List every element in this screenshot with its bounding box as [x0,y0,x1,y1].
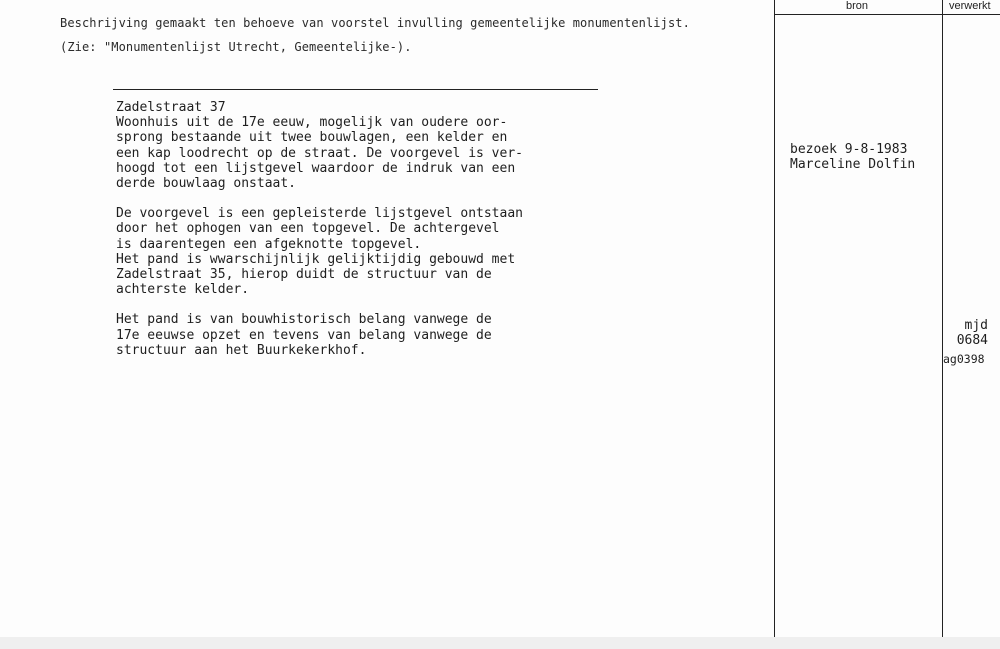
text-line: door het ophogen van een topgevel. De achtergevel [116,221,500,237]
paragraph-2 [116,206,576,297]
text-line: achterste kelder. [116,282,250,298]
building-description [116,100,576,373]
text-line: De voorgevel is een gepleisterde lijstgevel ontstaan [116,206,523,222]
paragraph-3 [116,312,576,358]
column-header-bron: bron [846,0,869,12]
text-line: Woonhuis uit de 17e eeuw, mogelijk van oudere oor- [116,115,508,131]
text-line: sprong bestaande uit twee bouwlagen, een kelder en [116,130,508,146]
text-line: structuur aan het Buurkekerkhof. [116,342,367,358]
horizontal-rule [113,89,598,90]
text-line: is daarentegen een afgeknotte topgevel. [116,236,422,252]
text-line: een kap loodrecht op de straat. De voorgevel is ver- [116,145,523,161]
column-header-verwerkt: verwerkt [949,0,991,12]
processed-code: mjd [964,318,988,333]
address-title: Zadelstraat 37 [116,100,226,115]
text-line: hoogd tot een lijstgevel waardoor de indruk van een [116,160,516,176]
text-line: Het pand is wwarschijnlijk gelijktijdig gebouwd met [116,251,516,267]
column-divider-left [774,0,775,637]
processed-reference: ag0398 [943,352,985,366]
column-divider-right [942,0,943,637]
text-line: 17e eeuwse opzet en tevens van belang vanwege de [116,327,492,343]
processed-number: 0684 [956,333,988,348]
page-bottom-edge [0,637,1000,649]
visitor-name: Marceline Dolfin [790,157,916,172]
text-line: Het pand is van bouwhistorisch belang vanwege de [116,312,492,328]
paragraph-1 [116,115,576,191]
processed-entry [957,318,988,348]
text-line: Zadelstraat 35, hierop duidt de structuur van de [116,267,492,283]
header-description-line: Beschrijving gemaakt ten behoeve van voorstel invulling gemeentelijke monumentenlijst. [60,16,690,30]
header-reference-line: (Zie: "Monumentenlijst Utrecht, Gemeentelijke-). [60,40,412,54]
column-header-rule [774,14,1000,15]
text-line: derde bouwlaag onstaat. [116,176,297,192]
visit-date: bezoek 9-8-1983 [790,142,908,157]
source-entry [790,142,915,172]
